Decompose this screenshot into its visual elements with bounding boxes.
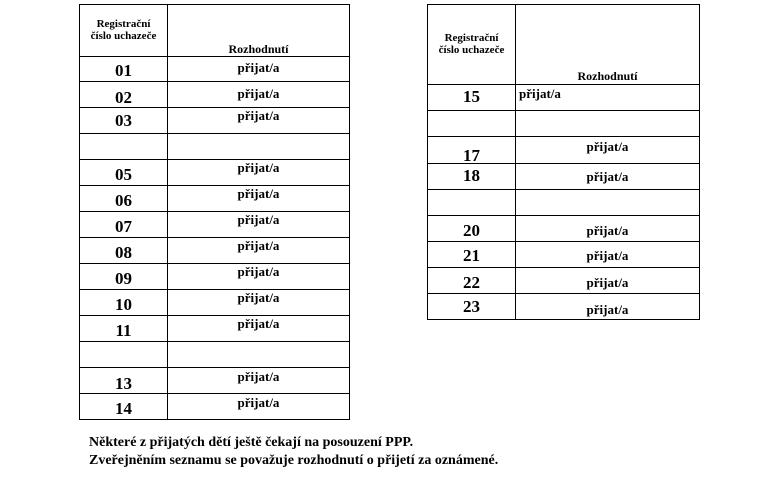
decision-cell <box>168 394 350 420</box>
table-row <box>80 264 350 290</box>
registration-cell <box>80 186 168 212</box>
decision-cell <box>168 264 350 290</box>
registration-cell <box>428 111 516 137</box>
registration-number: 09 <box>115 269 132 288</box>
decision-cell <box>168 82 350 108</box>
decision-text: přijat/a <box>237 238 280 253</box>
registration-number: 15 <box>463 87 480 106</box>
registration-number: 21 <box>463 246 480 265</box>
decision-text: přijat/a <box>237 186 280 201</box>
registration-cell <box>428 294 516 320</box>
registration-cell <box>80 316 168 342</box>
header-registration-number: Registrační číslo uchazeče <box>438 32 505 56</box>
registration-cell <box>80 82 168 108</box>
decision-text: přijat/a <box>586 275 629 290</box>
note-line-2: Zveřejněním seznamu se považuje rozhodnutí o přijetí za oznámené. <box>89 453 499 468</box>
registration-cell <box>80 160 168 186</box>
table-row <box>80 212 350 238</box>
decision-cell <box>168 316 350 342</box>
header-row <box>80 5 350 57</box>
decision-cell <box>168 212 350 238</box>
registration-number: 17 <box>463 146 480 164</box>
registration-number: 18 <box>463 166 480 185</box>
registration-cell <box>428 164 516 190</box>
registration-cell <box>80 368 168 394</box>
decision-text: přijat/a <box>237 395 280 410</box>
decision-text: přijat/a <box>237 60 280 75</box>
table-row <box>428 242 700 268</box>
admission-table-right <box>427 4 700 320</box>
registration-cell <box>80 134 168 160</box>
table-row <box>80 57 350 82</box>
registration-cell <box>428 268 516 294</box>
table-row <box>428 111 700 137</box>
decision-text: přijat/a <box>237 108 280 123</box>
table-row <box>80 238 350 264</box>
registration-cell <box>428 242 516 268</box>
decision-text: přijat/a <box>237 264 280 279</box>
registration-number: 01 <box>115 61 132 80</box>
table-row <box>428 85 700 111</box>
registration-number: 10 <box>115 295 132 314</box>
decision-text: přijat/a <box>237 369 280 384</box>
decision-cell <box>516 242 700 268</box>
decision-text: přijat/a <box>237 316 280 331</box>
decision-text: přijat/a <box>237 86 280 101</box>
header-cell-registration <box>428 5 516 85</box>
decision-cell <box>168 368 350 394</box>
registration-cell <box>80 342 168 368</box>
decision-cell <box>516 268 700 294</box>
decision-cell <box>168 134 350 160</box>
registration-number: 02 <box>115 88 132 107</box>
decision-cell <box>168 57 350 82</box>
header-cell-decision <box>168 5 350 57</box>
decision-text: přijat/a <box>237 290 280 305</box>
decision-cell <box>516 85 700 111</box>
registration-number: 22 <box>463 273 480 292</box>
registration-number: 03 <box>115 111 132 130</box>
decision-cell <box>516 111 700 137</box>
header-cell-decision <box>516 5 700 85</box>
registration-cell <box>80 264 168 290</box>
decision-cell <box>516 164 700 190</box>
table-row <box>80 368 350 394</box>
decision-text: přijat/a <box>586 248 629 263</box>
decision-cell <box>516 190 700 216</box>
registration-number: 14 <box>115 399 132 418</box>
registration-cell <box>80 57 168 82</box>
registration-cell <box>80 108 168 134</box>
decision-text: přijat/a <box>519 86 561 101</box>
registration-cell <box>428 85 516 111</box>
registration-number: 06 <box>115 191 132 210</box>
registration-cell <box>80 290 168 316</box>
registration-number: 23 <box>463 297 480 316</box>
decision-cell <box>168 290 350 316</box>
table-row <box>80 186 350 212</box>
table-row <box>428 216 700 242</box>
header-row <box>428 5 700 85</box>
decision-text: přijat/a <box>237 160 280 175</box>
header-decision: Rozhodnutí <box>228 42 289 56</box>
table-row <box>80 316 350 342</box>
decision-cell <box>516 294 700 320</box>
registration-cell <box>428 190 516 216</box>
table-row <box>80 394 350 420</box>
decision-cell <box>516 137 700 164</box>
header-registration-number: Registrační číslo uchazeče <box>90 18 157 42</box>
header-decision: Rozhodnutí <box>577 69 638 83</box>
decision-text: přijat/a <box>586 169 629 184</box>
registration-number: 05 <box>115 165 132 184</box>
table-row <box>428 164 700 190</box>
registration-number: 13 <box>115 374 132 393</box>
table-row <box>80 108 350 134</box>
table-row <box>428 190 700 216</box>
table-row <box>80 342 350 368</box>
table-row <box>80 160 350 186</box>
registration-cell <box>428 137 516 164</box>
table-row <box>428 137 700 164</box>
decision-cell <box>168 108 350 134</box>
decision-cell <box>168 342 350 368</box>
registration-number: 07 <box>115 217 132 236</box>
registration-cell <box>80 212 168 238</box>
decision-text: přijat/a <box>237 212 280 227</box>
table-row <box>80 290 350 316</box>
decision-text: přijat/a <box>586 302 629 317</box>
table-row <box>428 294 700 320</box>
note-line-1: Některé z přijatých dětí ještě čekají na posouzení PPP. <box>89 435 414 450</box>
decision-cell <box>168 160 350 186</box>
decision-text: přijat/a <box>586 139 629 154</box>
decision-cell <box>516 216 700 242</box>
notes <box>89 434 498 470</box>
table-row <box>80 82 350 108</box>
admission-table-left <box>79 4 350 420</box>
table-row <box>428 268 700 294</box>
decision-cell <box>168 238 350 264</box>
header-cell-registration <box>80 5 168 57</box>
registration-number: 08 <box>115 243 132 262</box>
registration-cell <box>428 216 516 242</box>
registration-number: 11 <box>115 321 132 340</box>
registration-cell <box>80 394 168 420</box>
registration-number: 20 <box>463 221 480 240</box>
registration-cell <box>80 238 168 264</box>
table-row <box>80 134 350 160</box>
decision-cell <box>168 186 350 212</box>
decision-text: přijat/a <box>586 223 629 238</box>
